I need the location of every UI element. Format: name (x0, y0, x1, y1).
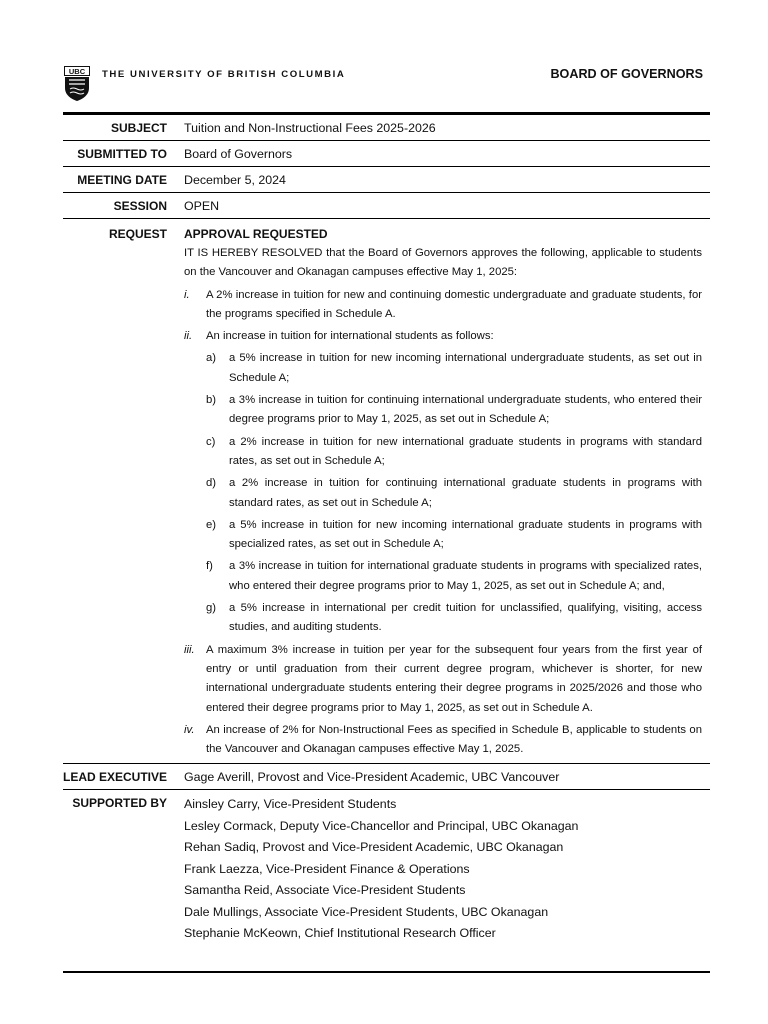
list-item (184, 721, 702, 760)
meeting-date-label: MEETING DATE (77, 173, 167, 187)
approval-heading: APPROVAL REQUESTED (184, 227, 328, 241)
submitted-row (63, 141, 710, 167)
sub-item (206, 516, 702, 555)
list-item (184, 286, 702, 325)
supporter-name: Frank Laezza, Vice-President Finance & Operations (184, 861, 470, 876)
lead-executive-value: Gage Averill, Provost and Vice-President Academic, UBC Vancouver (184, 770, 560, 785)
sub-item-letter: a) (206, 352, 217, 365)
item-text: An increase in tuition for international students as follows: (206, 330, 494, 343)
list-item (184, 641, 702, 718)
request-row (63, 219, 710, 764)
sub-item-text: a 3% increase in tuition for continuing international undergraduate students, who entered their degree programs prior to May 1, 2025, as set out in Schedule A; (229, 394, 702, 426)
sub-item (206, 433, 702, 472)
sub-item (206, 474, 702, 513)
supporter-name: Dale Mullings, Associate Vice-President Students, UBC Okanagan (184, 904, 549, 919)
sub-item-text: a 2% increase in tuition for continuing international graduate students in programs with standard rates, as set out in Schedule A; (229, 477, 702, 509)
footer-rule (63, 971, 710, 973)
lead-executive-row (63, 764, 710, 790)
sub-item-text: a 3% increase in tuition for international graduate students in programs with specialized rates, who entered their degree programs prior to May 1, 2025, as set out in Schedule A; and, (229, 560, 702, 592)
session-label: SESSION (113, 199, 167, 213)
item-block (206, 327, 702, 637)
board-title: BOARD OF GOVERNORS (550, 67, 703, 81)
list-item (184, 327, 702, 637)
sub-item (206, 349, 702, 388)
item-text: An increase of 2% for Non-Instructional Fees as specified in Schedule B, applicable to students on the Vancouver and Okanagan campuses effective May 1, 2025. (206, 723, 702, 756)
university-name: THE UNIVERSITY OF BRITISH COLUMBIA (102, 69, 346, 80)
item-number: ii. (184, 330, 193, 343)
subject-label: SUBJECT (110, 121, 167, 135)
session-row (63, 193, 710, 219)
request-value (184, 219, 710, 763)
request-label: REQUEST (108, 227, 167, 241)
item-number: iv. (184, 723, 195, 736)
document-header (64, 66, 709, 106)
supporter-name: Samantha Reid, Associate Vice-President Students (184, 883, 466, 898)
sub-item (206, 557, 702, 596)
supporter-name: Stephanie McKeown, Chief Institutional Research Officer (184, 926, 496, 941)
item-number: iii. (184, 643, 195, 656)
supporter-name: Lesley Cormack, Deputy Vice-Chancellor and Principal, UBC Okanagan (184, 818, 579, 833)
supported-by-label: SUPPORTED BY (72, 796, 167, 811)
sub-item-letter: b) (206, 394, 217, 407)
sub-item-text: a 5% increase in international per credit tuition for unclassified, qualifying, visiting, access studies, and auditing students. (229, 602, 702, 634)
item-text: A 2% increase in tuition for new and continuing domestic undergraduate and graduate students, for the programs specified in Schedule A. (206, 288, 702, 320)
item-text: A maximum 3% increase in tuition per year for the subsequent four years from the first year of entry or until graduation from their current degree program, whichever is shorter, for new international undergraduate students entering their degree programs in 2025/2026 and those who entered their degree programs prior to May 1, 2025, as set out in Schedule A. (206, 643, 702, 714)
sub-item-letter: f) (206, 560, 213, 573)
supporter-name: Ainsley Carry, Vice-President Students (184, 797, 397, 812)
sub-item-text: a 5% increase in tuition for new incoming international undergraduate students, as set out in Schedule A; (229, 352, 702, 384)
supported-by-list (184, 790, 710, 945)
sub-item (206, 391, 702, 430)
cover-table (63, 115, 710, 945)
sub-item-letter: d) (206, 477, 217, 490)
subject-row (63, 115, 710, 141)
meeting-date-row (63, 167, 710, 193)
meeting-date-value: December 5, 2024 (184, 173, 286, 187)
svg-text:UBC: UBC (68, 67, 86, 76)
session-value: OPEN (184, 199, 220, 213)
subject-value: Tuition and Non-Instructional Fees 2025-2026 (184, 121, 436, 135)
item-number: i. (184, 288, 190, 301)
supporter-name: Rehan Sadiq, Provost and Vice-President Academic, UBC Okanagan (184, 840, 564, 855)
sub-item-text: a 5% increase in tuition for new incoming international graduate students in programs with specialized rates, as set out in Schedule A; (229, 518, 702, 551)
submitted-value: Board of Governors (184, 147, 293, 161)
resolution-text: IT IS HEREBY RESOLVED that the Board of Governors approves the following, applicable to students on the Vancouver and Okanagan campuses effective May 1, 2025: (184, 247, 702, 279)
sub-item-letter: c) (206, 435, 216, 448)
lead-executive-label: LEAD EXECUTIVE (63, 770, 168, 785)
sub-item-letter: e) (206, 518, 217, 531)
ubc-crest-logo (64, 66, 90, 102)
sub-item-text: a 2% increase in tuition for new international graduate students in programs with standard rates, as set out in Schedule A; (229, 435, 702, 467)
supported-by-row (63, 790, 710, 945)
sub-item (206, 599, 702, 638)
submitted-label: SUBMITTED TO (77, 147, 167, 161)
sub-item-letter: g) (206, 602, 217, 615)
